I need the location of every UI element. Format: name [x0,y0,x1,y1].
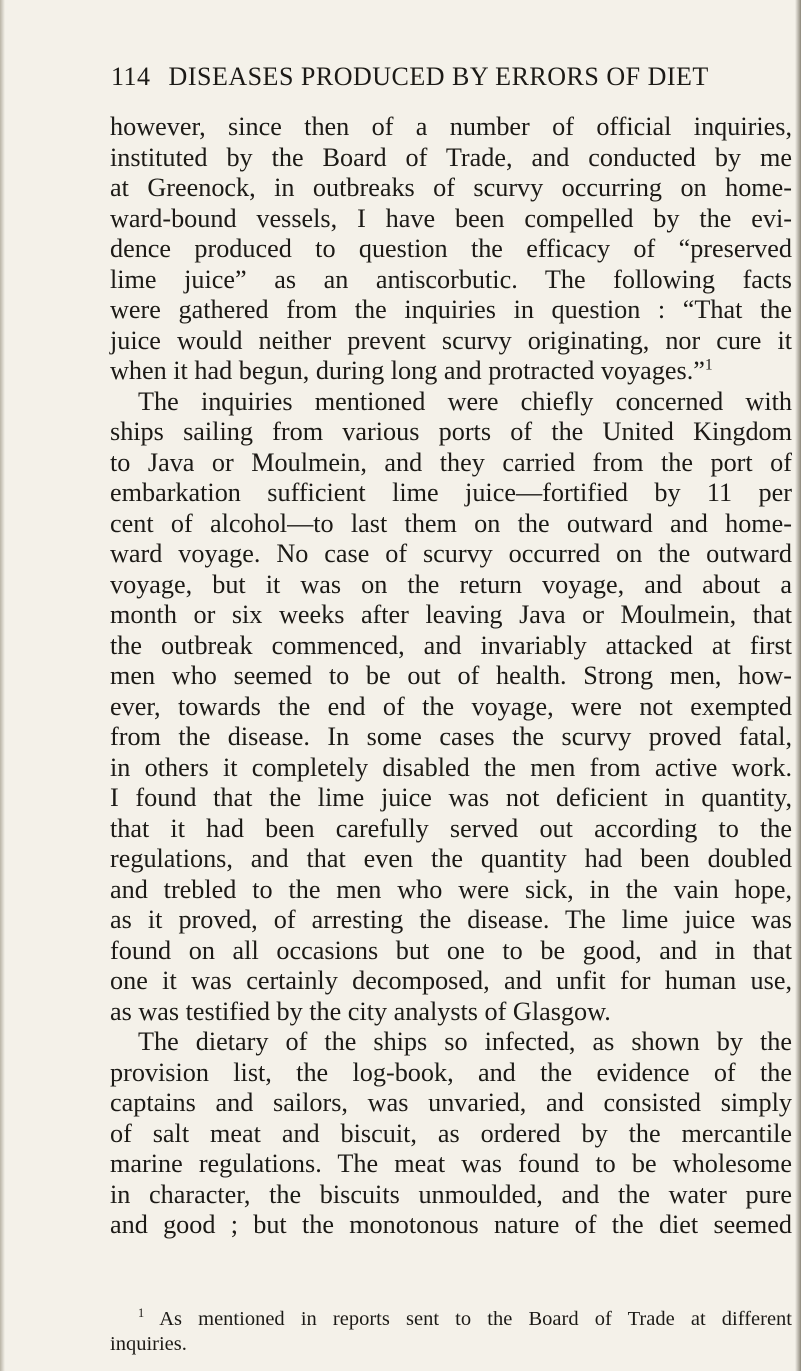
text-line: voyage, but it was on the return voyage, and about a [110,569,792,599]
text-line: as was testified by the city analysts of Glasgow. [110,996,611,1026]
text-line: month or six weeks after leaving Java or Moulmein, that [110,600,792,629]
text-line: in character, the biscuits unmoulded, and the water pure [110,1179,792,1209]
text-line: regulations, and that even the quantity had been doubled [110,844,792,873]
text-line: found on all occasions but one to be good, and in that [110,935,792,965]
text-line: men who seemed to be out of health. Strong men, how- [110,661,792,690]
text-line: dence produced to question the efficacy of “preserved [110,234,792,263]
text-line: to Java or Moulmein, and they carried from the port of [110,447,792,477]
text-line: lime juice” as an antiscorbutic. The following facts [110,264,792,294]
text-line: that it had been carefully served out according to the [110,813,792,843]
text-line: The inquiries mentioned were chiefly concerned with [138,386,792,416]
text-line: marine regulations. The meat was found to be wholesome [110,1149,792,1178]
footnote-line: inquiries. [110,1333,187,1355]
text-line: ever, towards the end of the voyage, were not exempted [110,691,792,721]
text-line: juice would neither prevent scurvy originating, nor cure it [110,325,792,355]
footnote [110,1307,792,1357]
text-line: from the disease. In some cases the scurvy proved fatal, [110,722,792,751]
paragraph-2 [110,387,792,1028]
text-line: provision list, the log-book, and the evidence of the [110,1057,792,1087]
body-text [110,112,792,1241]
text-line-content: when it had begun, during long and protracted voyages.” [110,356,705,385]
text-line: of salt meat and biscuit, as ordered by the mercantile [110,1118,792,1148]
text-line: ward voyage. No case of scurvy occurred on the outward [110,539,792,568]
text-line: captains and sailors, was unvaried, and consisted simply [110,1088,792,1117]
page-number: 114 [111,62,151,91]
text-line [110,356,792,387]
text-line: as it proved, of arresting the disease. The lime juice was [110,905,792,934]
text-line: cent of alcohol—to last them on the outward and home- [110,508,792,538]
text-line: ward-bound vessels, I have been compelled by the evi- [110,203,792,233]
page-edge-right [795,0,801,1371]
text-line: and good ; but the monotonous nature of the diet seemed [110,1210,792,1239]
page-edge-left [0,0,5,1371]
running-header [111,62,709,92]
paragraph-1 [110,112,792,387]
text-line: and trebled to the men who were sick, in the vain hope, [110,874,792,904]
text-line: I found that the lime juice was not deficient in quantity, [110,783,792,812]
text-line: ships sailing from various ports of the United Kingdom [110,417,792,446]
text-line: the outbreak commenced, and invariably attacked at first [110,630,792,660]
footnote-reference[interactable]: 1 [704,356,713,374]
text-line: one it was certainly decomposed, and unfit for human use, [110,966,792,995]
text-line: in others it completely disabled the men from active work. [110,752,792,782]
text-line: The dietary of the ships so infected, as shown by the [138,1027,792,1056]
text-line: were gathered from the inquiries in question : “That the [110,295,792,324]
text-line: embarkation sufficient lime juice—fortified by 11 per [110,478,792,507]
text-line: at Greenock, in outbreaks of scurvy occurring on home- [110,173,792,202]
footnote-marker: 1 [138,1306,145,1321]
text-line: instituted by the Board of Trade, and conducted by me [110,142,792,172]
paragraph-3 [110,1027,792,1241]
running-title: DISEASES PRODUCED BY ERRORS OF DIET [168,62,709,91]
footnote-text: As mentioned in reports sent to the Board of Trade at different [159,1308,792,1330]
footnote-line [110,1307,792,1332]
text-line: however, since then of a number of official inquiries, [110,112,792,141]
